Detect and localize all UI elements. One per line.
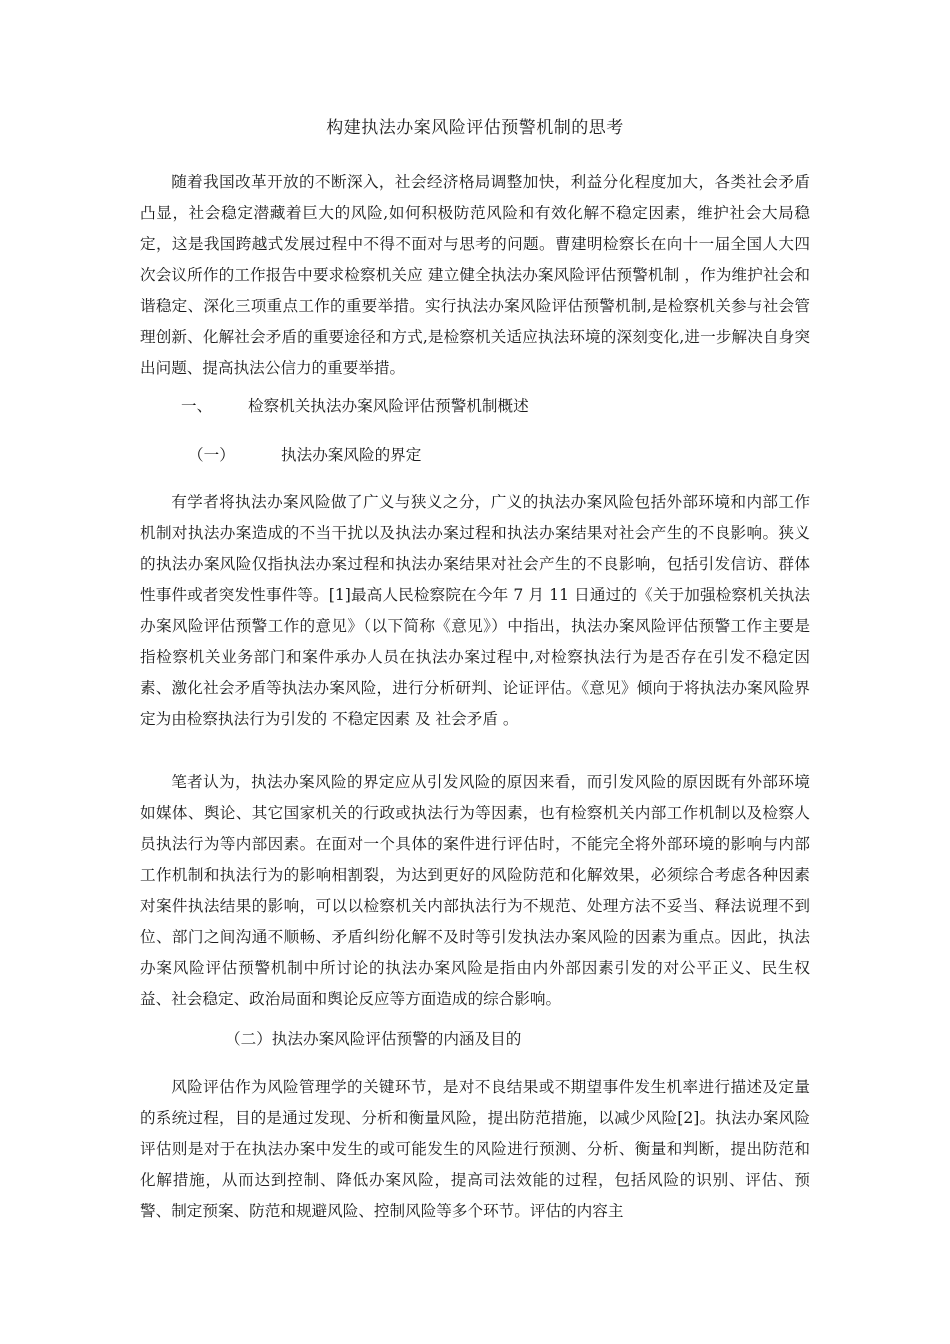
subsection-heading: 执法办案风险的界定 <box>281 446 422 464</box>
document-title: 构建执法办案风险评估预警机制的思考 <box>326 118 624 138</box>
body-paragraph-intro: 随着我国改革开放的不断深入，社会经济格局调整加快，利益分化程度加大，各类社会矛盾凸显，社会稳定潜藏着巨大的风险,如何积极防范风险和有效化解不稳定因素，维护社会大局稳定，这是我国跨越式发展过程中不得不面对与思考的问题。曹建明检察长在向十一届全国人大四次会议所作的工作报告中要求检察机关应 建立健全执法办案风险评估预警机制 ，作为维护社会和谐稳定、深化三项重点工作的重要举措。实行执法办案风险评估预警机制,是检察机关参与社会管理创新、化解社会矛盾的重要途径和方式,是检察机关适应执法环境的深刻变化,进一步解决自身突出问题、提高执法公信力的重要举措。 <box>140 173 810 377</box>
subsection-number: （一） <box>188 446 235 464</box>
section-heading: 检察机关执法办案风险评估预警机制概述 <box>248 397 529 415</box>
body-paragraph-risk-assessment: 风险评估作为风险管理学的关键环节，是对不良结果或不期望事件发生机率进行描述及定量的系统过程，目的是通过发现、分析和衡量风险，提出防范措施，以减少风险[2]。执法办案风险评估则是对于在执法办案中发生的或可能发生的风险进行预测、分析、衡量和判断，提出防范和化解措施，从而达到控制、降低办案风险，提高司法效能的过程，包括风险的识别、评估、预警、制定预案、防范和规避风险、控制风险等多个环节。评估的内容主 <box>140 1078 810 1220</box>
section-number: 一、 <box>181 397 213 415</box>
subsection-heading-2: （二）执法办案风险评估预警的内涵及目的 <box>225 1030 522 1048</box>
body-paragraph-definition: 有学者将执法办案风险做了广义与狭义之分，广义的执法办案风险包括外部环境和内部工作机制对执法办案造成的不当干扰以及执法办案过程和执法办案结果对社会产生的不良影响。狭义的执法办案风险仅指执法办案过程和执法办案结果对社会产生的不良影响，包括引发信访、群体性事件或者突发性事件等。[1]最高人民检察院在今年 7 月 11 日通过的《关于加强检察机关执法办案风险评估预警工作的意见》（以下简称《意见》）中指出，执法办案风险评估预警工作主要是指检察机关业务部门和案件承办人员在执法办案过程中,对检察执法行为是否存在引发不稳定因素、激化社会矛盾等执法办案风险，进行分析研判、论证评估。《意见》倾向于将执法办案风险界定为由检察执法行为引发的 不稳定因素 及 社会矛盾 。 <box>140 493 810 728</box>
body-paragraph-author-view: 笔者认为，执法办案风险的界定应从引发风险的原因来看，而引发风险的原因既有外部环境如媒体、舆论、其它国家机关的行政或执法行为等因素，也有检察机关内部工作机制以及检察人员执法行为等内部因素。在面对一个具体的案件进行评估时，不能完全将外部环境的影响与内部工作机制和执法行为的影响相割裂，为达到更好的风险防范和化解效果，必须综合考虑各种因素对案件执法结果的影响，可以以检察机关内部执法行为不规范、处理方法不妥当、释法说理不到位、部门之间沟通不顺畅、矛盾纠纷化解不及时等引发执法办案风险的因素为重点。因此，执法办案风险评估预警机制中所讨论的执法办案风险是指由内外部因素引发的对公平正义、民生权益、社会稳定、政治局面和舆论反应等方面造成的综合影响。 <box>140 773 810 1008</box>
